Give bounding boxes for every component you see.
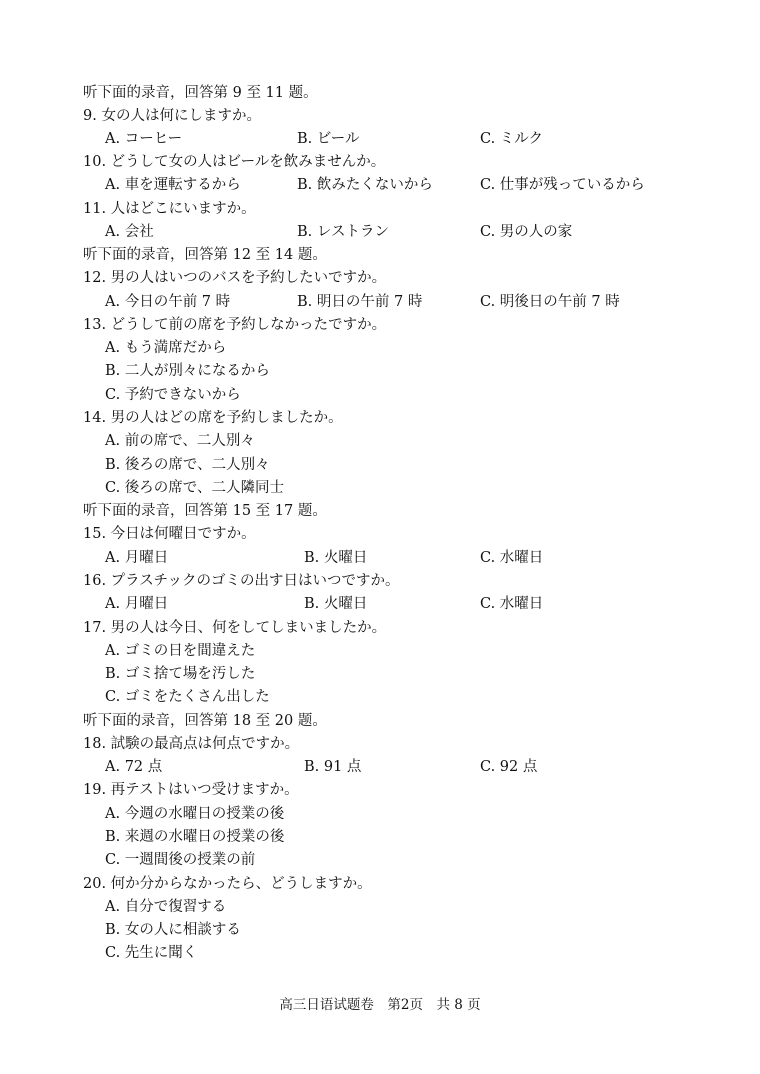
option-17b: B. ゴミ捨て場を汚した (105, 666, 256, 682)
option-13a: A. もう満席だから (105, 340, 227, 356)
option-12a: A. 今日の午前 7 時 (105, 294, 231, 310)
section-heading-9-11: 听下面的录音，回答第 9 至 11 题。 (83, 85, 318, 101)
option-18b: B. 91 点 (304, 759, 362, 775)
option-15b: B. 火曜日 (304, 550, 368, 566)
option-11a: A. 会社 (105, 224, 154, 240)
question-16: 16. プラスチックのゴミの出す日はいつですか。 (83, 573, 400, 589)
option-19c: C. 一週間後の授業の前 (105, 852, 256, 868)
option-16c: C. 水曜日 (480, 596, 544, 612)
option-13c: C. 予約できないから (105, 387, 241, 403)
section-heading-18-20: 听下面的录音，回答第 18 至 20 题。 (83, 713, 327, 729)
option-15a: A. 月曜日 (105, 550, 169, 566)
option-18a: A. 72 点 (105, 759, 163, 775)
option-10b: B. 飲みたくないから (297, 177, 433, 193)
section-heading-12-14: 听下面的录音，回答第 12 至 14 题。 (83, 247, 327, 263)
option-20c: C. 先生に聞く (105, 945, 198, 961)
question-14: 14. 男の人はどの席を予約しましたか。 (83, 410, 343, 426)
option-19b: B. 来週の水曜日の授業の後 (105, 829, 285, 845)
option-17c: C. ゴミをたくさん出した (105, 689, 270, 705)
question-13: 13. どうして前の席を予約しなかったですか。 (83, 317, 387, 333)
option-20b: B. 女の人に相談する (105, 922, 241, 938)
option-11c: C. 男の人の家 (480, 224, 573, 240)
question-20: 20. 何か分からなかったら、どうしますか。 (83, 876, 372, 892)
option-20a: A. 自分で復習する (105, 899, 227, 915)
option-12c: C. 明後日の午前 7 時 (480, 294, 620, 310)
question-17: 17. 男の人は今日、何をしてしまいましたか。 (83, 620, 387, 636)
question-11: 11. 人はどこにいますか。 (83, 201, 256, 217)
option-15c: C. 水曜日 (480, 550, 544, 566)
option-12b: B. 明日の午前 7 時 (297, 294, 423, 310)
option-14a: A. 前の席で、二人別々 (105, 433, 255, 449)
question-12: 12. 男の人はいつのバスを予約したいですか。 (83, 270, 387, 286)
option-14c: C. 後ろの席で、二人隣同士 (105, 480, 285, 496)
question-10: 10. どうして女の人はビールを飲みませんか。 (83, 154, 386, 170)
question-9: 9. 女の人は何にしますか。 (83, 108, 261, 124)
option-17a: A. ゴミの日を間違えた (105, 643, 256, 659)
option-19a: A. 今週の水曜日の授業の後 (105, 806, 285, 822)
question-19: 19. 再テストはいつ受けますか。 (83, 782, 299, 798)
option-16b: B. 火曜日 (304, 596, 368, 612)
option-9c: C. ミルク (480, 131, 544, 147)
option-13b: B. 二人が別々になるから (105, 363, 270, 379)
option-18c: C. 92 点 (480, 759, 538, 775)
option-16a: A. 月曜日 (105, 596, 169, 612)
section-heading-15-17: 听下面的录音，回答第 15 至 17 题。 (83, 503, 327, 519)
option-9a: A. コーヒー (105, 131, 183, 147)
option-9b: B. ビール (297, 131, 360, 147)
page-footer: 高三日语试题卷 第2页 共 8 页 (279, 997, 481, 1013)
option-10c: C. 仕事が残っているから (480, 177, 645, 193)
question-18: 18. 試験の最高点は何点ですか。 (83, 736, 300, 752)
option-14b: B. 後ろの席で、二人別々 (105, 457, 270, 473)
option-11b: B. レストラン (297, 224, 389, 240)
option-10a: A. 車を運転するから (105, 177, 241, 193)
question-15: 15. 今日は何曜日ですか。 (83, 526, 256, 542)
